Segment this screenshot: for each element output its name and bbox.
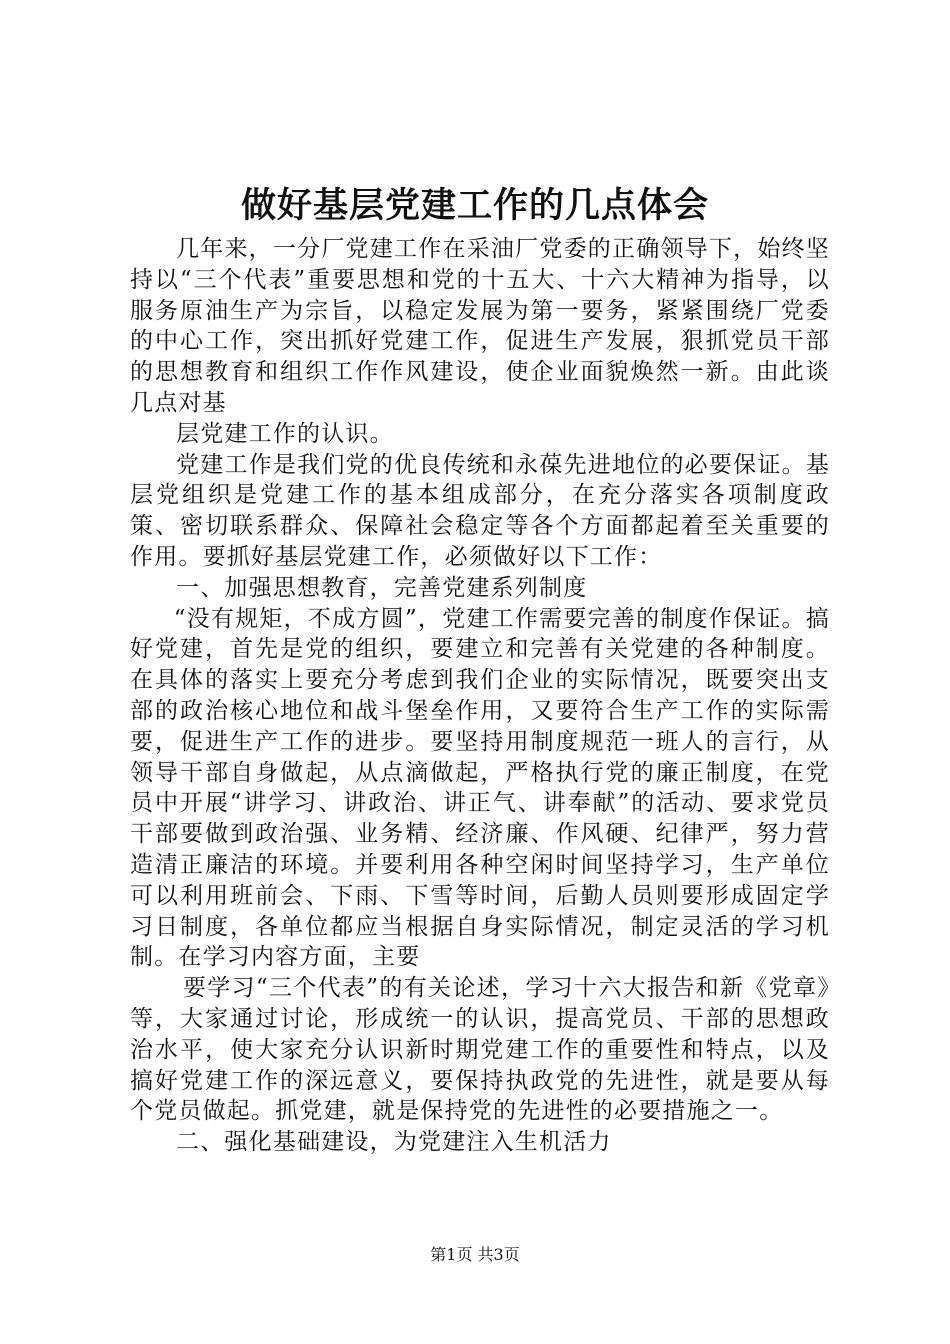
document-body: [130, 234, 830, 1158]
section-heading-1: 一、加强思想教育，完善党建系列制度: [176, 574, 588, 601]
paragraph-rules: “没有规矩，不成方圆”，党建工作需要完善的制度作保证。搞好党建，首先是党的组织，要建立和完善有关党建的各种制度。在具体的落实上要充分考虑到我们企业的实际情况，既要突出支部的政治核心地位和战斗堡垒作用，又要符合生产工作的实际需要，促进生产工作的进步。要坚持用制度规范一班人的言行，从领导干部自身做起，从点滴做起，严格执行党的廉正制度，在党员中开展“讲学习、讲政治、讲正气、讲奉献”的活动、要求党员干部要做到政治强、业务精、经济廉、作风硬、纪律严，努力营造清正廉洁的环境。并要利用各种空闲时间坚持学习，生产单位可以利用班前会、下雨、下雪等时间，后勤人员则要形成固定学习日制度，各单位都应当根据自身实际情况，制定灵活的学习机制。在学习内容方面，主要: [130, 605, 830, 971]
document-title: 做好基层党建工作的几点体会: [240, 185, 709, 226]
page-footer: 第1页 共3页: [430, 1245, 520, 1264]
paragraph-study: 要学习“三个代表”的有关论述，学习十六大报告和新《党章》等，大家通过讨论，形成统一的认识，提高党员、干部的思想政治水平，使大家充分认识新时期党建工作的重要性和特点，以及搞好党建工作的深远意义，要保持执政党的先进性，就是要从每个党员做起。抓党建，就是保持党的先进性的必要措施之一。: [130, 975, 830, 1125]
paragraph-intro-continued: 层党建工作的认识。: [176, 420, 394, 447]
paragraph-intro: 几年来，一分厂党建工作在采油厂党委的正确领导下，始终坚持以“三个代表”重要思想和党的十五大、十六大精神为指导，以服务原油生产为宗旨，以稳定发展为第一要务，紧紧围绕厂党委的中心工作，突出抓好党建工作，促进生产发展，狠抓党员干部的思想教育和组织工作作风建设，使企业面貌焕然一新。由此谈几点对基: [130, 236, 830, 416]
paragraph-importance: 党建工作是我们党的优良传统和永葆先进地位的必要保证。基层党组织是党建工作的基本组成部分，在充分落实各项制度政策、密切联系群众、保障社会稳定等各个方面都起着至关重要的作用。要抓好基层党建工作，必须做好以下工作：: [130, 451, 830, 570]
section-heading-2: 二、强化基础建设，为党建注入生机活力: [176, 1129, 612, 1156]
